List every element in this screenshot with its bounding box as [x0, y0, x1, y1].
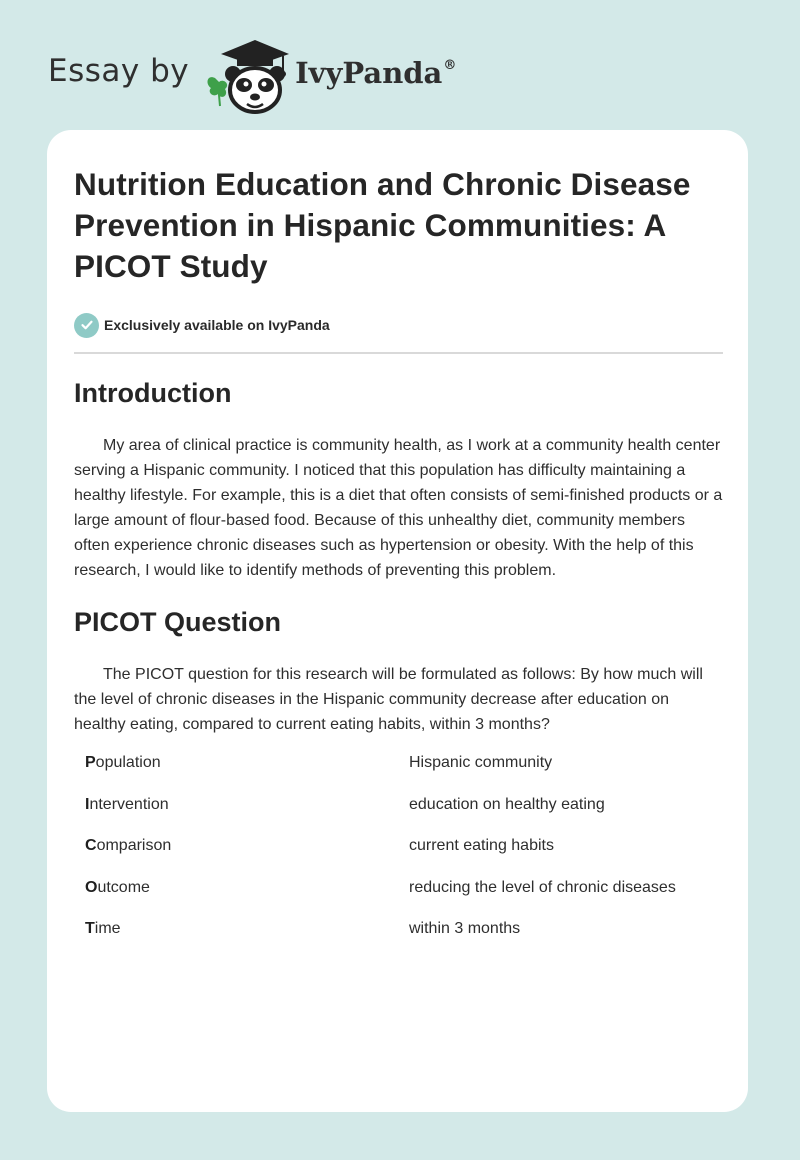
picot-value: within 3 months — [409, 920, 521, 937]
brand-name — [295, 56, 456, 90]
essay-content — [74, 164, 723, 961]
picot-term-rest: ntervention — [89, 795, 169, 813]
exclusive-text: Exclusively available on IvyPanda — [104, 317, 330, 333]
site-header — [48, 34, 456, 114]
picot-term — [85, 919, 409, 939]
panda-graduate-logo-icon[interactable] — [203, 34, 293, 114]
divider — [74, 352, 723, 354]
picot-term-rest: omparison — [96, 837, 172, 854]
picot-value: Hispanic community — [409, 754, 553, 771]
picot-value: education on healthy eating — [409, 795, 605, 813]
picot-term-initial: I — [85, 795, 90, 813]
brand-prefix: Essay by — [48, 53, 190, 89]
picot-term-initial: P — [85, 754, 96, 771]
picot-term — [85, 753, 409, 773]
picot-value: current eating habits — [409, 837, 554, 854]
picot-term-rest: opulation — [95, 754, 161, 771]
picot-term — [85, 836, 409, 856]
essay-card — [47, 130, 748, 1112]
page-title: Nutrition Education and Chronic Disease Prevention in Hispanic Communities: A PICOT Study — [74, 166, 691, 284]
picot-heading: PICOT Question — [74, 607, 282, 637]
picot-term-initial: C — [85, 837, 97, 854]
picot-row-outcome — [85, 878, 723, 920]
picot-table — [85, 753, 723, 961]
introduction-paragraph: My area of clinical practice is community health, as I work at a community health center serving a Hispanic community. I noticed that this population has difficulty maintaining a healthy lifestyle. For example, this is a diet that often consists of semi-finished products or a large amount of flour-based food. Because of this unhealthy diet, community members often experience chronic diseases such as hypertension or obesity. With the help of this research, I would like to identify methods of preventing this problem. — [74, 437, 723, 579]
introduction-heading: Introduction — [74, 378, 232, 408]
picot-row-intervention — [85, 795, 723, 837]
registered-mark: ® — [443, 58, 457, 73]
picot-row-population — [85, 753, 723, 795]
picot-term-initial: O — [85, 878, 98, 896]
picot-value: reducing the level of chronic diseases — [409, 878, 676, 896]
picot-paragraph: The PICOT question for this research will be formulated as follows: By how much will the level of chronic diseases in the Hispanic community decrease after education on healthy eating, compared to current eating habits, within 3 months? — [74, 666, 703, 733]
picot-term — [85, 795, 409, 815]
picot-row-comparison — [85, 836, 723, 878]
picot-term-initial: T — [85, 920, 95, 937]
brand-name-text: IvyPanda — [295, 56, 443, 90]
picot-term-rest: utcome — [97, 878, 150, 896]
exclusive-badge — [74, 312, 723, 338]
picot-term — [85, 878, 409, 898]
picot-row-time — [85, 919, 723, 961]
check-icon — [74, 313, 99, 338]
picot-term-rest: ime — [94, 920, 121, 937]
